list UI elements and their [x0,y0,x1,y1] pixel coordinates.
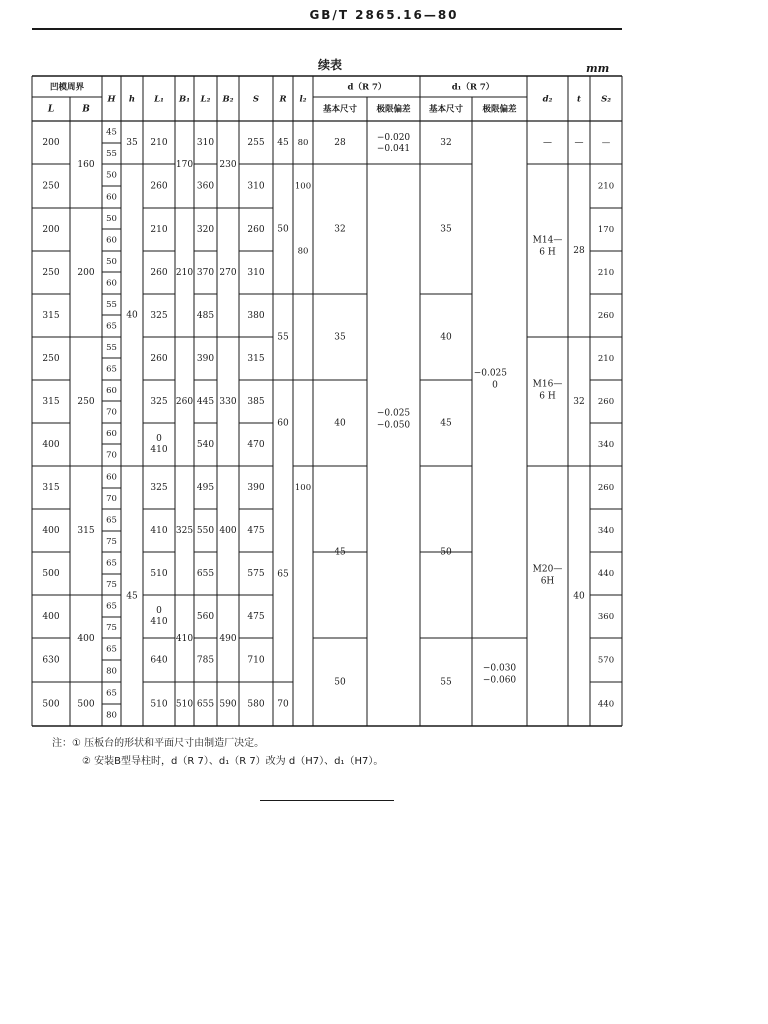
cell-L2: 785 [196,655,215,666]
cell-S: 575 [247,569,265,579]
cell-S2: 570 [597,655,615,666]
document-header: GB/T 2865.16—80 [309,8,459,22]
header-l2: l₂ [299,94,307,105]
cell-t: 32 [573,397,585,407]
cell-L2: 485 [196,311,215,321]
cell-L: 315 [42,397,60,407]
cell-d2: 6H [540,576,555,587]
cell-B1: 325 [175,526,194,536]
cell-S: 470 [247,440,265,450]
cell-B1: 260 [175,397,194,407]
cell-L: 250 [42,268,60,278]
header-die-perimeter: 凹模周界 [49,82,85,93]
cell-l2: 80 [297,138,309,148]
cell-h: 45 [126,591,138,602]
cell-L2: 655 [196,699,215,710]
cell-H: 60 [106,386,117,396]
cell-S2: 340 [597,526,615,536]
cell-R: 55 [277,332,289,343]
cell-d1-basic: 50 [440,547,452,558]
cell-R: 50 [277,224,289,235]
cell-B: 200 [77,268,95,278]
cell-B1: 210 [175,268,194,278]
cell-H: 65 [106,515,117,526]
cell-L1: 325 [150,397,168,407]
header-H: H [107,94,116,105]
cell-d1-basic: 45 [440,418,452,429]
cell-H: 65 [106,558,117,569]
cell-L1: 410 [150,445,168,455]
cell-d1-basic: 32 [440,138,452,148]
table-note-2: ② 安装B型导柱时，d（R 7）、d₁（R 7）改为 d（H7）、d₁（H7）。 [82,756,384,767]
cell-L1: 410 [150,526,168,536]
table-caption: 续表 [317,58,342,72]
cell-L: 315 [42,311,60,321]
cell-S2: 340 [597,440,615,450]
cell-L1: 640 [150,655,168,666]
cell-d1-dev: −0.030 [482,663,517,674]
cell-d-basic: 28 [334,138,346,148]
cell-H: 60 [106,192,117,203]
cell-d1-basic: 35 [440,224,452,235]
unit-label: mm [586,62,610,75]
cell-d-basic: 45 [334,547,346,558]
cell-d2: — [543,138,552,148]
cell-d1-dev: −0.060 [482,675,517,686]
header-d-limit-deviation: 极限偏差 [376,104,411,115]
cell-t: 28 [573,246,585,256]
cell-L1: 410 [150,617,168,627]
cell-d2: 6 H [539,247,556,258]
cell-L2: 560 [196,612,215,622]
cell-L2: 390 [196,354,215,364]
cell-L2: 370 [196,268,215,278]
cell-S: 710 [247,655,265,666]
cell-L2: 445 [196,397,215,407]
cell-B: 315 [77,526,95,536]
cell-S2: 260 [597,397,615,407]
cell-S: 390 [247,483,265,493]
cell-B: 400 [77,634,95,644]
cell-d-dev: −0.025 [376,408,411,419]
cell-B: 160 [77,160,95,170]
cell-B1: 170 [175,160,194,170]
cell-S: 310 [247,268,265,278]
cell-d1-basic: 55 [440,677,452,688]
cell-L2: 320 [196,225,215,235]
cell-S2: — [601,138,611,148]
cell-H: 75 [106,580,117,590]
cell-l2: 100 [294,181,312,192]
header-d-basic-size: 基本尺寸 [322,104,358,115]
table-note-1: 注：① 压板台的形状和平面尺寸由制造厂决定。 [52,738,265,749]
cell-H: 50 [106,214,117,224]
cell-L2: 655 [196,569,215,579]
cell-S: 380 [247,311,265,321]
cell-R: 70 [277,699,289,710]
cell-S2: 260 [597,311,615,321]
cell-L1: 0 [156,434,162,444]
cell-S2: 210 [597,354,615,364]
cell-l2: 80 [297,246,309,257]
cell-d-basic: 40 [334,418,346,429]
cell-L: 500 [42,569,60,579]
cell-S2: 210 [597,181,615,192]
cell-H: 45 [106,127,117,138]
cell-d-basic: 32 [334,224,346,235]
cell-d2: M20— [532,564,563,575]
cell-S: 580 [247,699,265,710]
cell-t: 40 [573,591,585,602]
cell-L1: 325 [150,483,168,493]
cell-S2: 440 [597,699,615,710]
cell-H: 65 [106,688,117,699]
cell-L1: 260 [150,268,168,278]
cell-B1: 410 [175,634,194,644]
cell-L1: 325 [150,311,168,321]
header-B: B [82,104,90,115]
cell-H: 80 [106,710,117,721]
header-d1-basic-size: 基本尺寸 [428,104,464,115]
cell-S: 475 [247,612,265,622]
cell-d2: M14— [532,235,563,246]
cell-L: 200 [42,225,60,235]
cell-d2: 6 H [539,391,556,402]
cell-B2: 590 [219,699,237,710]
cell-S: 255 [247,138,265,148]
cell-d-dev: −0.041 [376,144,411,154]
cell-H: 75 [106,537,117,547]
header-R: R [279,94,287,105]
header-S2: S₂ [601,94,611,105]
cell-H: 70 [106,450,117,461]
cell-L2: 360 [196,181,215,192]
header-L1: L₁ [154,94,164,105]
cell-S2: 260 [597,483,615,493]
cell-S2: 210 [597,268,615,278]
cell-H: 75 [106,623,117,633]
cell-L: 250 [42,181,60,192]
cell-d1-dev: −0.025 [473,368,507,379]
cell-d1-basic: 40 [440,332,452,343]
cell-d-dev: −0.050 [376,420,411,431]
header-d1: d₁（R 7） [451,82,495,93]
header-L2: L₂ [200,94,211,105]
cell-H: 60 [106,235,117,246]
cell-L1: 210 [150,138,168,148]
header-d1-limit-deviation: 极限偏差 [482,104,517,115]
cell-L1: 210 [150,225,168,235]
cell-H: 70 [106,494,117,504]
cell-H: 50 [106,257,117,267]
cell-H: 60 [106,429,117,439]
cell-L: 315 [42,483,60,493]
cell-H: 55 [106,300,117,310]
cell-B2: 490 [219,634,237,644]
header-L: L [47,104,55,115]
cell-H: 70 [106,407,117,418]
cell-S: 385 [247,397,265,407]
cell-S2: 440 [597,569,615,579]
header-t: t [577,94,581,105]
cell-d1-dev: 0 [492,380,498,391]
cell-h: 40 [126,310,138,321]
cell-L: 500 [42,699,60,710]
cell-L1: 260 [150,354,168,364]
cell-L: 200 [42,138,60,148]
header-d: d（R 7） [347,82,387,93]
footer-rule [260,800,394,801]
cell-L2: 550 [196,526,215,536]
cell-B: 500 [77,699,95,710]
cell-d-basic: 50 [334,677,346,688]
header-h: h [128,94,136,105]
cell-L: 400 [42,440,60,450]
cell-S: 260 [247,225,265,235]
cell-S2: 360 [597,612,615,622]
cell-H: 65 [106,321,117,332]
cell-L1: 260 [150,181,168,192]
cell-L: 630 [42,655,60,666]
cell-H: 65 [106,601,117,612]
cell-S: 475 [247,526,265,536]
cell-R: 60 [277,418,289,429]
cell-B2: 230 [219,160,237,170]
header-B1: B₁ [179,94,190,105]
cell-d2: M16— [532,379,563,390]
cell-d-basic: 35 [334,332,346,343]
cell-L1: 0 [156,606,162,616]
cell-B: 250 [77,397,95,407]
cell-L: 250 [42,354,60,364]
cell-H: 55 [106,343,117,353]
cell-t: — [574,138,584,148]
cell-H: 65 [106,644,117,655]
cell-d-dev: −0.020 [376,133,411,143]
cell-S: 310 [247,181,265,192]
cell-h: 35 [126,138,138,148]
cell-H: 60 [106,278,117,289]
header-B2: B₂ [222,94,234,105]
header-d2: d₂ [542,94,553,105]
cell-L2: 310 [196,138,215,148]
cell-B1: 510 [175,699,194,710]
cell-B2: 270 [219,268,237,278]
cell-L2: 495 [196,483,215,493]
header-S: S [252,94,260,105]
cell-B2: 400 [219,526,237,536]
cell-S: 315 [247,354,265,364]
cell-H: 60 [106,472,117,483]
cell-H: 55 [106,149,117,159]
cell-L: 400 [42,612,60,622]
cell-H: 50 [106,170,117,181]
cell-L1: 510 [150,569,168,579]
cell-R: 45 [277,138,289,148]
cell-R: 65 [277,569,289,580]
cell-B2: 330 [219,397,237,407]
cell-H: 80 [106,666,117,677]
cell-L: 400 [42,526,60,536]
cell-H: 65 [106,364,117,375]
cell-L1: 510 [150,699,168,710]
cell-L2: 540 [196,440,215,450]
cell-S2: 170 [597,225,615,235]
cell-l2: 100 [294,483,312,493]
